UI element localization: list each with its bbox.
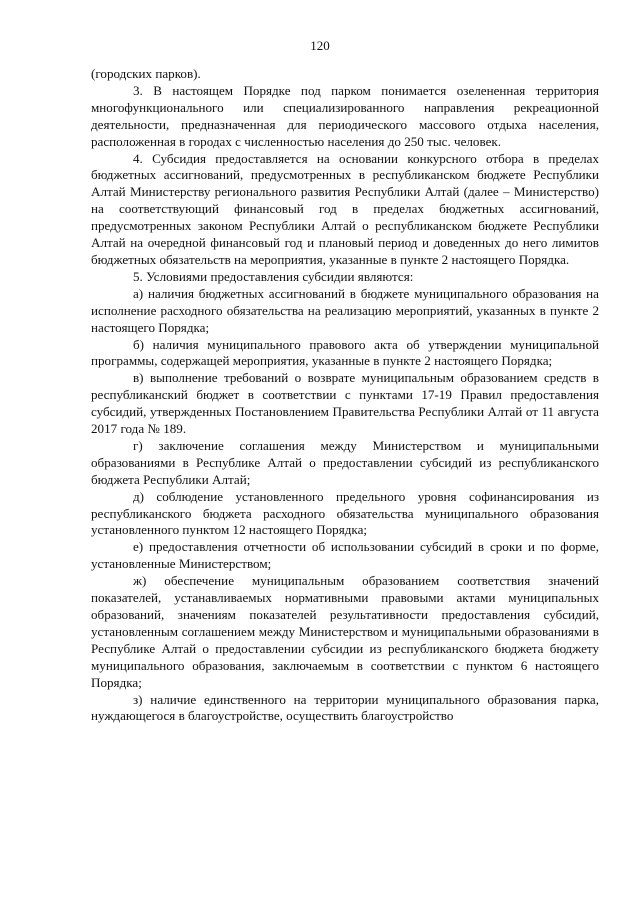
page-number: 120 xyxy=(310,38,330,53)
paragraph-item-5: 5. Условиями предоставления субсидии являются: xyxy=(133,268,414,284)
paragraph-item-3: 3. В настоящем Порядке под парком понимается озелененная территория многофункционального или специализированного направления рекреационной деятельности, предназначенная для периодического массового отдыха населения, расположенная в городах с численностью населения до 250 тыс. человек. xyxy=(91,82,599,149)
paragraph-subitem-v: в) выполнение требований о возврате муниципальным образованием средств в республиканский бюджет в соответствии с пунктами 17-19 Правил предоставления субсидий, утвержденных Постановлением Правительства Республики Алтай от 11 августа 2017 года № 189. xyxy=(91,370,599,437)
paragraph-subitem-g: г) заключение соглашения между Министерством и муниципальными образованиями в Республике Алтай о предоставлении субсидий из республиканского бюджета Республики Алтай; xyxy=(91,437,599,487)
paragraph-continuation: (городских парков). xyxy=(91,66,201,81)
paragraph-subitem-a: а) наличия бюджетных ассигнований в бюджете муниципального образования на исполнение расходного обязательства на реализацию мероприятий, указанных в пункте 2 настоящего Порядка; xyxy=(91,285,599,335)
paragraph-subitem-zh: ж) обеспечение муниципальным образованием соответствия значений показателей, устанавливаемых нормативными правовыми актами муниципальных образований, значениям показателей результативности предоставления субсидий, установленным соглашением между Министерством и муниципальными образованиями в Республике Алтай о предоставлении субсидии из республиканского бюджета бюджету муниципального образования, заключаемым в соответствии с пунктом 6 настоящего Порядка; xyxy=(91,573,599,690)
paragraph-subitem-d: д) соблюдение установленного предельного уровня софинансирования из республиканского бюджета расходного обязательства муниципального образования установленного пунктом 12 настоящего Порядка; xyxy=(91,488,599,538)
document-body xyxy=(91,66,599,725)
paragraph-subitem-b: б) наличия муниципального правового акта об утверждении муниципальной программы, содержащей мероприятия, указанные в пункте 2 настоящего Порядка; xyxy=(91,336,599,369)
paragraph-subitem-e: е) предоставления отчетности об использовании субсидий в сроки и по форме, установленные Министерством; xyxy=(91,539,599,572)
paragraph-item-4: 4. Субсидия предоставляется на основании конкурсного отбора в пределах бюджетных ассигнований, предусмотренных в республиканском бюджете Республики Алтай Министерству регионального развития Республики Алтай (далее – Министерство) на соответствующий финансовый год в пределах бюджетных ассигнований, предусмотренных законом Республики Алтай о республиканском бюджете Республики Алтай на очередной финансовый год и плановый период и доведенных до него лимитов бюджетных обязательств на мероприятия, указанные в пункте 2 настоящего Порядка. xyxy=(91,150,599,267)
paragraph-subitem-z: з) наличие единственного на территории муниципального образования парка, нуждающегося в благоустройстве, осуществить благоустройство xyxy=(91,691,599,724)
